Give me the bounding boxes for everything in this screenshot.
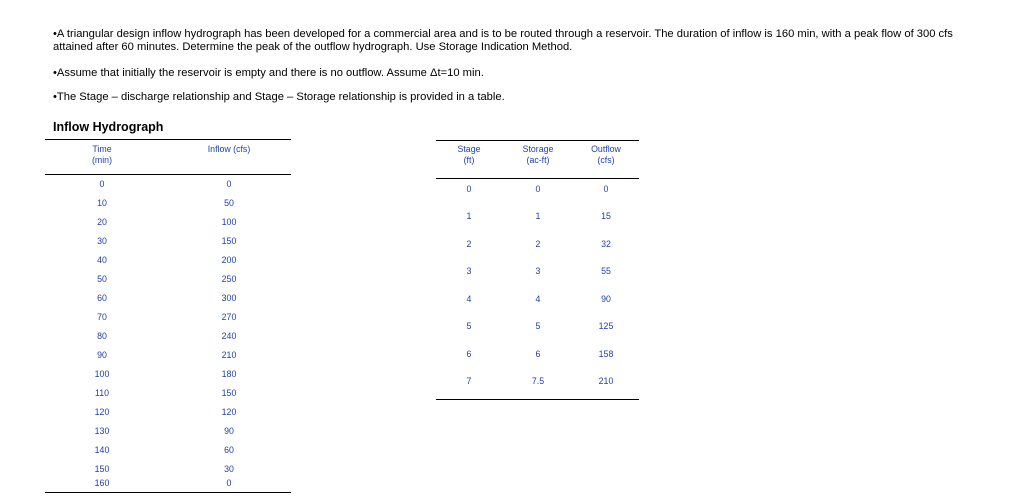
stage-cell: 4 xyxy=(466,294,472,304)
time-cell: 10 xyxy=(97,198,107,208)
inflow-cell: 50 xyxy=(224,198,234,208)
time-cell: 130 xyxy=(94,426,110,436)
column-header-outflow-unit: (cfs) xyxy=(597,155,615,165)
table-bottom-rule xyxy=(45,492,291,493)
table-top-rule xyxy=(436,140,639,141)
time-cell: 60 xyxy=(97,293,107,303)
time-cell: 20 xyxy=(97,217,107,227)
table-reference-statement: •The Stage – discharge relationship and Stage – Storage relationship is provided in a table. xyxy=(53,91,505,103)
time-cell: 0 xyxy=(99,179,105,189)
header-bottom-rule xyxy=(436,178,639,179)
column-header-outflow-label: Outflow xyxy=(591,144,621,154)
inflow-cell: 0 xyxy=(226,179,232,189)
time-cell: 80 xyxy=(97,331,107,341)
inflow-cell: 270 xyxy=(221,312,237,322)
storage-cell: 3 xyxy=(535,266,541,276)
inflow-cell: 0 xyxy=(226,478,232,488)
time-cell: 50 xyxy=(97,274,107,284)
outflow-cell: 55 xyxy=(601,266,611,276)
outflow-cell: 0 xyxy=(603,184,609,194)
storage-cell: 5 xyxy=(535,321,541,331)
table-top-rule xyxy=(45,139,291,140)
storage-cell: 1 xyxy=(535,211,541,221)
stage-cell: 5 xyxy=(466,321,472,331)
assumption-statement: •Assume that initially the reservoir is empty and there is no outflow. Assume Δt=10 min. xyxy=(53,67,484,79)
problem-statement: •A triangular design inflow hydrograph has been developed for a commercial area and is to be routed through a reservoir. The duration of inflow is 160 min, with a peak flow of 300 cfs attained after 60 minutes. Determine the peak of the outflow hydrograph. Use Storage Indication Method. xyxy=(53,28,953,53)
time-cell: 150 xyxy=(94,464,110,474)
outflow-cell: 210 xyxy=(598,376,614,386)
column-header-storage-unit: (ac-ft) xyxy=(526,155,550,165)
stage-cell: 7 xyxy=(466,376,472,386)
column-header-time-label: Time xyxy=(92,144,112,154)
column-header-storage-label: Storage xyxy=(522,144,554,154)
outflow-cell: 90 xyxy=(601,294,611,304)
column-header-stage-label: Stage xyxy=(457,144,481,154)
table-bottom-rule xyxy=(436,399,639,400)
column-header-time xyxy=(82,144,122,166)
outflow-cell: 32 xyxy=(601,239,611,249)
inflow-hydrograph-heading: Inflow Hydrograph xyxy=(53,120,164,134)
stage-cell: 2 xyxy=(466,239,472,249)
time-cell: 90 xyxy=(97,350,107,360)
outflow-cell: 158 xyxy=(598,349,614,359)
column-header-time-unit: (min) xyxy=(91,155,113,165)
inflow-cell: 100 xyxy=(221,217,237,227)
time-cell: 120 xyxy=(94,407,110,417)
inflow-cell: 60 xyxy=(224,445,234,455)
time-cell: 160 xyxy=(94,478,110,488)
stage-cell: 6 xyxy=(466,349,472,359)
column-header-storage xyxy=(512,144,564,166)
column-header-stage-unit: (ft) xyxy=(463,155,475,165)
inflow-cell: 180 xyxy=(221,369,237,379)
inflow-cell: 30 xyxy=(224,464,234,474)
storage-cell: 7.5 xyxy=(531,376,545,386)
inflow-cell: 300 xyxy=(221,293,237,303)
inflow-cell: 250 xyxy=(221,274,237,284)
storage-cell: 6 xyxy=(535,349,541,359)
inflow-cell: 120 xyxy=(221,407,237,417)
header-bottom-rule xyxy=(45,174,291,175)
time-cell: 110 xyxy=(94,388,110,398)
column-header-stage xyxy=(449,144,489,166)
inflow-cell: 150 xyxy=(221,388,237,398)
column-header-outflow xyxy=(580,144,632,166)
outflow-cell: 15 xyxy=(601,211,611,221)
time-cell: 100 xyxy=(94,369,110,379)
inflow-cell: 90 xyxy=(224,426,234,436)
inflow-cell: 240 xyxy=(221,331,237,341)
inflow-cell: 210 xyxy=(221,350,237,360)
time-cell: 30 xyxy=(97,236,107,246)
stage-cell: 3 xyxy=(466,266,472,276)
time-cell: 70 xyxy=(97,312,107,322)
stage-cell: 1 xyxy=(466,211,472,221)
storage-cell: 4 xyxy=(535,294,541,304)
storage-cell: 2 xyxy=(535,239,541,249)
storage-cell: 0 xyxy=(535,184,541,194)
time-cell: 140 xyxy=(94,445,110,455)
stage-cell: 0 xyxy=(466,184,472,194)
column-header-inflow: Inflow (cfs) xyxy=(207,144,251,154)
inflow-cell: 200 xyxy=(221,255,237,265)
outflow-cell: 125 xyxy=(598,321,614,331)
inflow-cell: 150 xyxy=(221,236,237,246)
time-cell: 40 xyxy=(97,255,107,265)
